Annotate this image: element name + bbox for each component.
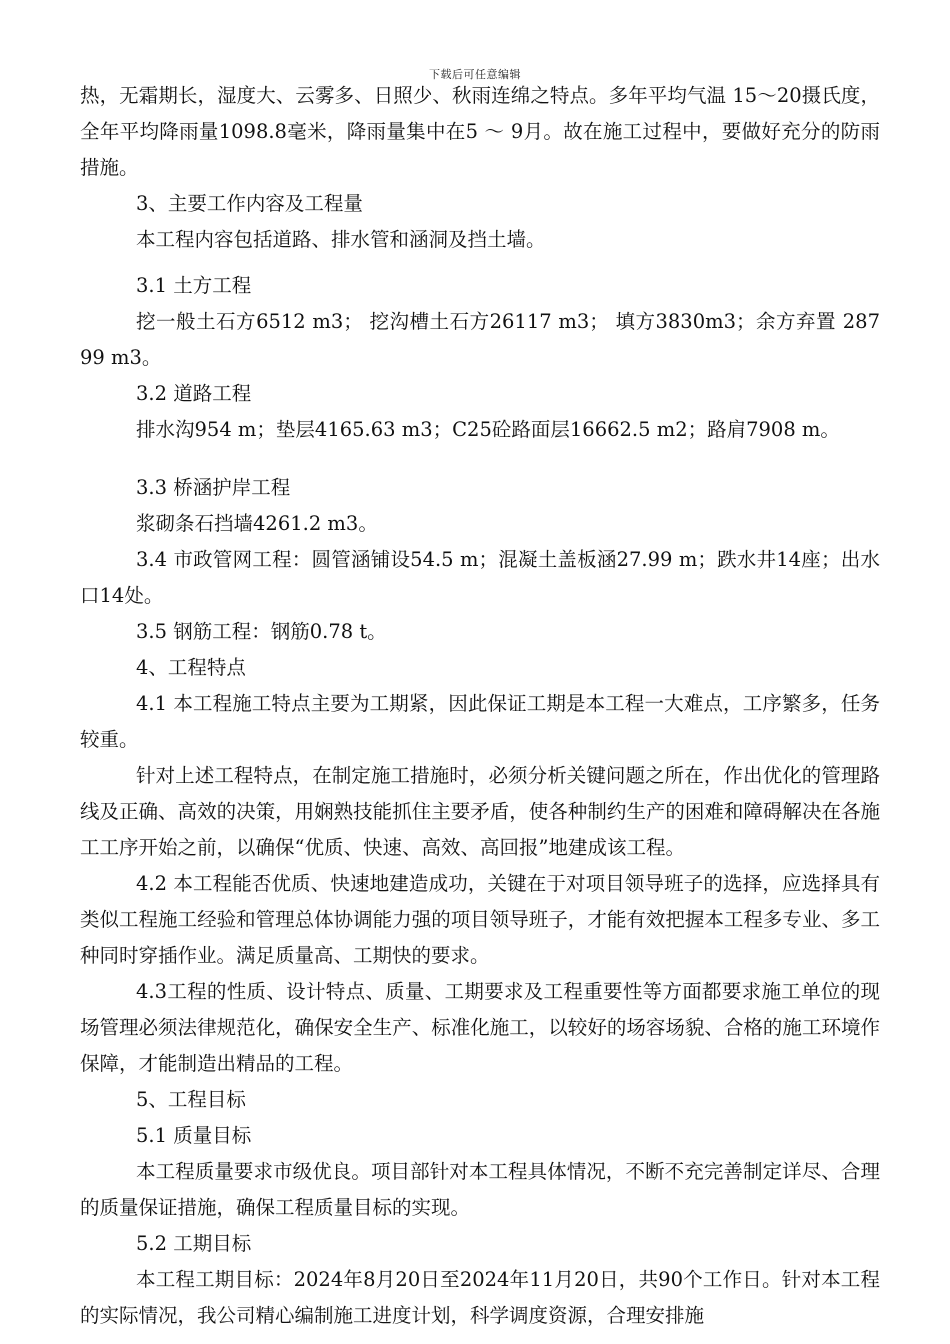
- heading-3-2-road: 3.2 道路工程: [136, 382, 252, 405]
- heading-5-2-schedule: 5.2 工期目标: [136, 1232, 252, 1255]
- heading-5-1-quality: 5.1 质量目标: [136, 1124, 252, 1147]
- paragraph-schedule: 本工程工期目标：2024年8月20日至2024年11月20日，共90个工作日。针对本工程的实际情况，我公司精心编制施工进度计划，科学调度资源，合理安排施: [80, 1268, 880, 1327]
- paragraph-quality: 本工程质量要求市级优良。项目部针对本工程具体情况，不断不充完善制定详尽、合理的质量保证措施，确保工程质量目标的实现。: [80, 1160, 880, 1219]
- paragraph-4-3: 4.3工程的性质、设计特点、质量、工期要求及工程重要性等方面都要求施工单位的现场管理必须法律规范化，确保安全生产、标准化施工，以较好的场容场貌、合格的施工环境作保障，才能制造出精品的工程。: [80, 980, 880, 1075]
- paragraph-climate: 热，无霜期长，湿度大、云雾多、日照少、秋雨连绵之特点。多年平均气温 15～20摄氏度，全年平均降雨量1098.8毫米，降雨量集中在5 ～ 9月。故在施工过程中，要做好充分的防雨措施。: [80, 84, 880, 179]
- paragraph-scope: 本工程内容包括道路、排水管和涵洞及挡土墙。: [136, 228, 546, 251]
- paragraph-4-1: 4.1 本工程施工特点主要为工期紧，因此保证工期是本工程一大难点，工序繁多，任务较重。: [80, 692, 880, 751]
- heading-section-3: 3、主要工作内容及工程量: [136, 192, 363, 215]
- paragraph-4-2: 4.2 本工程能否优质、快速地建造成功，关键在于对项目领导班子的选择，应选择具有类似工程施工经验和管理总体协调能力强的项目领导班子，才能有效把握本工程多专业、多工种同时穿插作业。满足质量高、工期快的要求。: [80, 872, 880, 967]
- page-header-note: 下载后可任意编辑: [429, 68, 521, 81]
- paragraph-road: 排水沟954 m；垫层4165.63 m3；C25砼路面层16662.5 m2；路肩7908 m。: [136, 418, 840, 441]
- paragraph-3-5-rebar: 3.5 钢筋工程：钢筋0.78 t。: [136, 620, 387, 643]
- paragraph-3-4-municipal: 3.4 市政管网工程：圆管涵铺设54.5 m；混凝土盖板涵27.99 m；跌水井14座；出水口14处。: [80, 548, 880, 607]
- paragraph-bridge: 浆砌条石挡墙4261.2 m3。: [136, 512, 378, 535]
- heading-3-1-earthwork: 3.1 土方工程: [136, 274, 252, 297]
- document-body: [80, 78, 880, 1334]
- paragraph-earthwork: 挖一般土石方6512 m3； 挖沟槽土石方26117 m3； 填方3830m3；余方弃置 28799 m3。: [80, 310, 880, 369]
- heading-3-3-bridge: 3.3 桥涵护岸工程: [136, 476, 291, 499]
- heading-section-4: 4、工程特点: [136, 656, 246, 679]
- heading-section-5: 5、工程目标: [136, 1088, 246, 1111]
- paragraph-4-1-measures: 针对上述工程特点，在制定施工措施时，必须分析关键问题之所在，作出优化的管理路线及正确、高效的决策，用娴熟技能抓住主要矛盾，使各种制约生产的困难和障碍解决在各施工工序开始之前，以确保“优质、快速、高效、高回报”地建成该工程。: [80, 764, 880, 859]
